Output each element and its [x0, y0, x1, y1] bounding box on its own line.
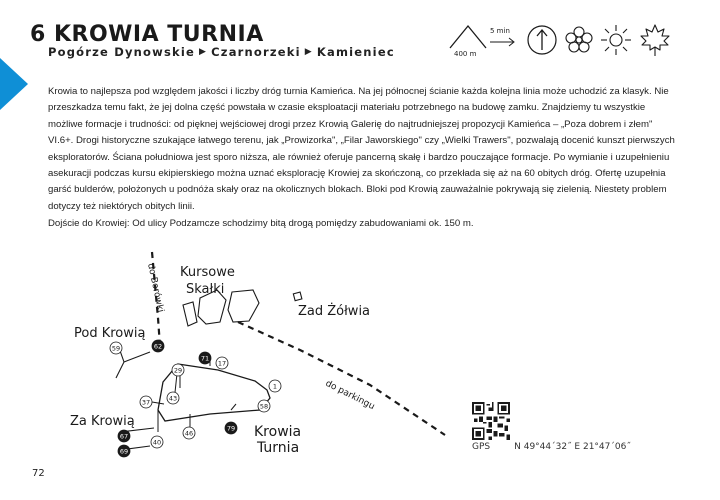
- marker-58[interactable]: [258, 400, 270, 412]
- breadcrumb-item-area[interactable]: Czarnorzeki: [211, 45, 301, 59]
- breadcrumb-item-crag[interactable]: Kamieniec: [316, 45, 395, 59]
- leaf-icon: [638, 23, 672, 57]
- sun-icon: [600, 24, 632, 56]
- boulder-kursowe-3: [228, 290, 259, 322]
- marker-17-label: 17: [217, 359, 227, 368]
- marker-29-label: 29: [173, 366, 183, 375]
- approach-time: 5 min: [490, 27, 510, 35]
- label-zad-zolwia: Zad Żółwia: [298, 304, 371, 319]
- label-krowia: Krowia: [254, 424, 302, 440]
- marker-69-label: 69: [119, 447, 129, 456]
- marker-71[interactable]: [199, 352, 211, 364]
- approach-distance: 400 m: [454, 50, 477, 58]
- page-title: 6 KROWIA TURNIA: [30, 22, 264, 47]
- marker-46-label: 46: [184, 429, 194, 438]
- page-number: 72: [32, 468, 45, 479]
- qr-code[interactable]: [472, 402, 510, 440]
- approach-description: Dojście do Krowiej: Od ulicy Podzamcze schodzimy bitą drogą pomiędzy zabudowaniami ok. 150 m.: [48, 218, 474, 229]
- marker-40-label: 40: [152, 438, 162, 447]
- marker-62[interactable]: [152, 340, 164, 352]
- info-icons: [448, 22, 688, 62]
- marker-69[interactable]: [118, 445, 130, 457]
- crag-description: Krowia to najlepsza pod względem jakości i liczby dróg turnia Kamieńca. Na jej północnej ścianie każda kolejna linia może uchodzić za klasyk. Nie przeszkadza temu fakt, że jej dolna część powstała w czasie eksploatacji materiału potrzebnego na budowę zamku. Znajdziemy tu wszystkie możliwe formacje i trudności: od pięknej wejściowej drogi przez Krowią Galerię do najtrudniejszej propozycji Kamieńca – „Poza dobrem i złem" VI.6+. Drogi historyczne szukające łatwego terenu, jak „Prowizorka", „Filar Jaworskiego" czy „Wielki Trawers", pozwalają docenić kunszt pierwszych eksploratorów. Ściana południowa jest sporo niższa, ale również oferuje pancerną skałę i bardzo pouczające formacje. Po wymianie i uzupełnieniu asekuracji podczas kursu ekipierskiego można uznać eksplorację Krowiej za skończoną, co przekłada się aż na 60 obitych dróg. Ofertę uzupełnia garść bulderów, położonych u podnóża skały oraz na okolicznych blokach. Bloki pod Krowią zauważalnie pokrywają się zielenią. Niestety problem dotyczy też niektórych obitych linii.: [48, 86, 675, 212]
- breadcrumb-separator-icon: ▶: [199, 47, 208, 57]
- marker-67[interactable]: [118, 430, 130, 442]
- label-skalki: Skałki: [186, 282, 225, 297]
- marker-67-label: 67: [119, 432, 129, 441]
- marker-37[interactable]: [140, 396, 152, 408]
- flower-icon: [563, 24, 595, 56]
- marker-17[interactable]: [216, 357, 228, 369]
- marker-71-label: 71: [200, 354, 210, 363]
- label-turnia: Turnia: [257, 440, 300, 456]
- marker-43[interactable]: [167, 392, 179, 404]
- marker-37-label: 37: [141, 398, 151, 407]
- time-arrow-icon: [489, 37, 517, 47]
- breadcrumb-separator-icon: ▶: [304, 47, 313, 57]
- marker-1[interactable]: [269, 380, 281, 392]
- marker-43-label: 43: [168, 394, 178, 403]
- marker-79[interactable]: [225, 422, 237, 434]
- crag-map: [0, 240, 720, 465]
- path-to-parking: [238, 322, 445, 435]
- gps-info: [472, 442, 631, 452]
- marker-46[interactable]: [183, 427, 195, 439]
- label-kursowe: Kursowe: [180, 265, 235, 280]
- label-za-krowia: Za Krowią: [70, 414, 135, 429]
- marker-1-label: 1: [272, 382, 278, 391]
- label-do-borowki: do Borówki: [145, 262, 166, 314]
- breadcrumb: [48, 45, 395, 59]
- marker-40[interactable]: [151, 436, 163, 448]
- label-pod-krowia: Pod Krowią: [74, 326, 146, 341]
- gps-coordinates: N 49°44´32˝ E 21°47´06˝: [514, 442, 631, 452]
- marker-59-label: 59: [111, 344, 121, 353]
- breadcrumb-item-region[interactable]: Pogórze Dynowskie: [48, 45, 196, 59]
- marker-62-label: 62: [153, 342, 163, 351]
- gps-label: GPS: [472, 442, 491, 452]
- label-do-parkingu: do parkingu: [323, 378, 377, 413]
- boulder-zad-zolwia: [293, 292, 302, 301]
- north-arrow-icon: [526, 24, 558, 56]
- chapter-tab-arrow: [0, 58, 28, 110]
- marker-58-label: 58: [259, 402, 269, 411]
- marker-29[interactable]: [172, 364, 184, 376]
- boulder-kursowe-1: [183, 302, 197, 326]
- marker-79-label: 79: [226, 424, 236, 433]
- marker-59[interactable]: [110, 342, 122, 354]
